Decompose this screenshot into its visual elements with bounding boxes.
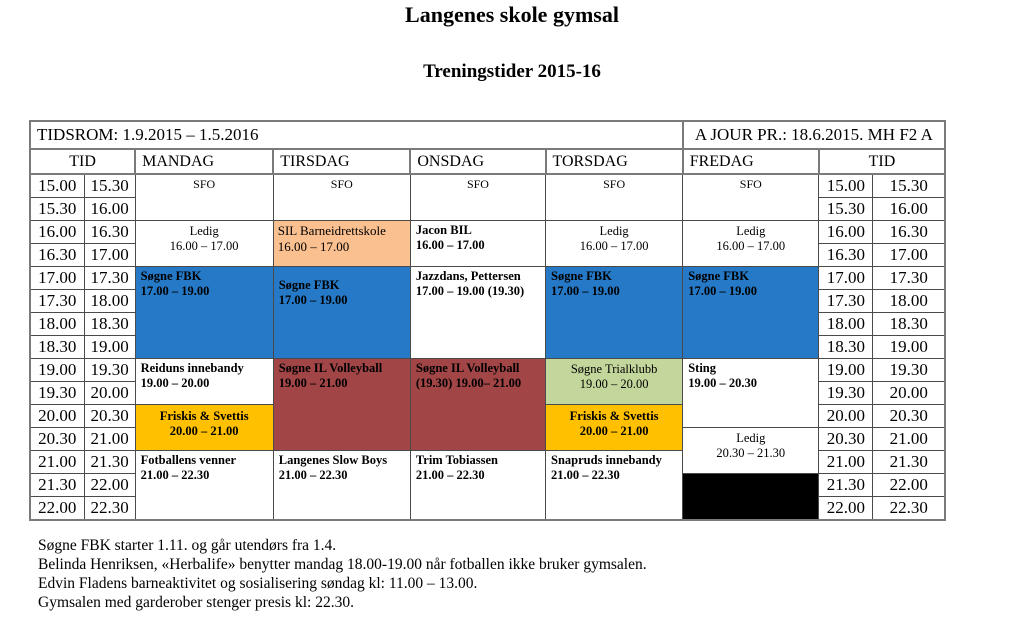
event-cell-tirsdag-sogne-il-volleyball: Søgne IL Volleyball 19.00 – 21.00 — [273, 359, 410, 451]
event-cell-fredag-blocked — [683, 474, 819, 521]
time-cell: 19.30 — [30, 382, 84, 405]
event-cell-torsdag-ledig-16: Ledig 16.00 – 17.00 — [546, 221, 683, 267]
time-cell: 15.30 — [84, 174, 135, 198]
time-cell: 17.30 — [819, 290, 873, 313]
time-cell: 18.30 — [84, 313, 135, 336]
time-cell: 22.00 — [819, 497, 873, 521]
time-cell: 16.30 — [873, 221, 945, 244]
time-cell: 18.00 — [819, 313, 873, 336]
time-cell: 22.30 — [84, 497, 135, 521]
event-cell-torsdag-sogne-trialklubb: Søgne Trialklubb 19.00 – 20.00 — [546, 359, 683, 405]
time-cell: 22.30 — [873, 497, 945, 521]
time-cell: 22.00 — [873, 474, 945, 497]
time-cell: 21.30 — [819, 474, 873, 497]
time-cell: 21.00 — [30, 451, 84, 474]
tidsrom-cell: TIDSROM: 1.9.2015 – 1.5.2016 — [30, 121, 683, 149]
time-cell: 18.00 — [873, 290, 945, 313]
time-cell: 19.00 — [30, 359, 84, 382]
schedule-table — [29, 120, 946, 521]
event-cell-fredag-ledig-16: Ledig 16.00 – 17.00 — [683, 221, 819, 267]
time-cell: 18.30 — [819, 336, 873, 359]
time-cell: 19.00 — [819, 359, 873, 382]
time-cell: 20.00 — [819, 405, 873, 428]
time-cell: 16.30 — [30, 244, 84, 267]
event-cell-onsdag-sfo: SFO — [410, 174, 545, 221]
time-cell: 22.00 — [84, 474, 135, 497]
col-header-torsdag: TORSDAG — [546, 149, 683, 174]
time-cell: 16.30 — [84, 221, 135, 244]
event-cell-mandag-fotballens-venner: Fotballens venner 21.00 – 22.30 — [135, 451, 273, 521]
time-cell: 21.00 — [819, 451, 873, 474]
time-cell: 20.00 — [873, 382, 945, 405]
time-cell: 15.30 — [819, 198, 873, 221]
time-cell: 15.00 — [819, 174, 873, 198]
event-cell-fredag-ledig-2030: Ledig 20.30 – 21.30 — [683, 428, 819, 474]
time-cell: 17.30 — [84, 267, 135, 290]
time-cell: 17.00 — [30, 267, 84, 290]
time-cell: 15.00 — [30, 174, 84, 198]
time-cell: 20.30 — [873, 405, 945, 428]
time-cell: 15.30 — [873, 174, 945, 198]
time-cell: 21.30 — [873, 451, 945, 474]
time-cell: 17.30 — [30, 290, 84, 313]
time-cell: 17.00 — [873, 244, 945, 267]
col-header-tid-right: TID — [819, 149, 945, 174]
footnotes — [38, 536, 647, 612]
time-cell: 16.00 — [819, 221, 873, 244]
time-cell: 19.30 — [819, 382, 873, 405]
time-cell: 19.30 — [84, 359, 135, 382]
time-cell: 18.00 — [30, 313, 84, 336]
time-cell: 19.00 — [873, 336, 945, 359]
a-jour-cell: A JOUR PR.: 18.6.2015. MH F2 A — [683, 121, 945, 149]
note-line: Edvin Fladens barneaktivitet og sosialisering søndag kl: 11.00 – 13.00. — [38, 575, 478, 592]
time-cell: 16.00 — [30, 221, 84, 244]
col-header-fredag: FREDAG — [683, 149, 819, 174]
time-cell: 21.00 — [84, 428, 135, 451]
time-cell: 18.30 — [873, 313, 945, 336]
time-cell: 19.30 — [873, 359, 945, 382]
time-cell: 17.00 — [819, 267, 873, 290]
time-cell: 22.00 — [30, 497, 84, 521]
event-cell-mandag-ledig-16: Ledig 16.00 – 17.00 — [135, 221, 273, 267]
event-cell-onsdag-jazzdans-pettersen: Jazzdans, Pettersen 17.00 – 19.00 (19.30) — [410, 267, 545, 359]
event-cell-fredag-sfo: SFO — [683, 174, 819, 221]
event-cell-torsdag-sogne-fbk: Søgne FBK 17.00 – 19.00 — [546, 267, 683, 359]
col-header-mandag: MANDAG — [135, 149, 273, 174]
time-cell: 20.30 — [84, 405, 135, 428]
event-cell-fredag-sogne-fbk: Søgne FBK 17.00 – 19.00 — [683, 267, 819, 359]
col-header-onsdag: ONSDAG — [410, 149, 545, 174]
event-cell-torsdag-sfo: SFO — [546, 174, 683, 221]
event-cell-tirsdag-sogne-fbk: Søgne FBK 17.00 – 19.00 — [273, 267, 410, 359]
time-cell: 20.30 — [819, 428, 873, 451]
time-cell: 21.30 — [84, 451, 135, 474]
time-cell: 16.00 — [84, 198, 135, 221]
time-cell: 21.00 — [873, 428, 945, 451]
page-title: Langenes skole gymsal — [405, 2, 619, 27]
event-cell-mandag-sfo: SFO — [135, 174, 273, 221]
time-cell: 16.00 — [873, 198, 945, 221]
col-header-tid-left: TID — [30, 149, 135, 174]
event-cell-tirsdag-sil-barneidrettskole: SIL Barneidrettskole 16.00 – 17.00 — [273, 221, 410, 267]
event-cell-mandag-reiduns-innebandy: Reiduns innebandy 19.00 – 20.00 — [135, 359, 273, 405]
note-line: Belinda Henriksen, «Herbalife» benytter mandag 18.00-19.00 når fotballen ikke bruker gymsalen. — [38, 556, 647, 573]
page-subtitle: Treningstider 2015-16 — [423, 61, 601, 82]
event-cell-mandag-friskis-svettis: Friskis & Svettis 20.00 – 21.00 — [135, 405, 273, 451]
time-cell: 19.00 — [84, 336, 135, 359]
time-cell: 16.30 — [819, 244, 873, 267]
time-cell: 17.30 — [873, 267, 945, 290]
time-cell: 20.00 — [30, 405, 84, 428]
time-cell: 18.00 — [84, 290, 135, 313]
time-cell: 17.00 — [84, 244, 135, 267]
time-cell: 18.30 — [30, 336, 84, 359]
col-header-tirsdag: TIRSDAG — [273, 149, 410, 174]
time-cell: 20.00 — [84, 382, 135, 405]
event-cell-mandag-sogne-fbk: Søgne FBK 17.00 – 19.00 — [135, 267, 273, 359]
event-cell-fredag-sting: Sting 19.00 – 20.30 — [683, 359, 819, 428]
time-cell: 21.30 — [30, 474, 84, 497]
note-line: Søgne FBK starter 1.11. og går utendørs fra 1.4. — [38, 537, 337, 554]
event-cell-onsdag-jacon-bil: Jacon BIL 16.00 – 17.00 — [410, 221, 545, 267]
time-cell: 15.30 — [30, 198, 84, 221]
event-cell-tirsdag-langenes-slow-boys: Langenes Slow Boys 21.00 – 22.30 — [273, 451, 410, 521]
event-cell-onsdag-trim-tobiassen: Trim Tobiassen 21.00 – 22.30 — [410, 451, 545, 521]
note-line: Gymsalen med garderober stenger presis kl: 22.30. — [38, 594, 354, 611]
event-cell-onsdag-sogne-il-volleyball: Søgne IL Volleyball (19.30) 19.00– 21.00 — [410, 359, 545, 451]
event-cell-torsdag-snapruds-innebandy: Snapruds innebandy 21.00 – 22.30 — [546, 451, 683, 521]
event-cell-tirsdag-sfo: SFO — [273, 174, 410, 221]
event-cell-torsdag-friskis-svettis: Friskis & Svettis 20.00 – 21.00 — [546, 405, 683, 451]
time-cell: 20.30 — [30, 428, 84, 451]
